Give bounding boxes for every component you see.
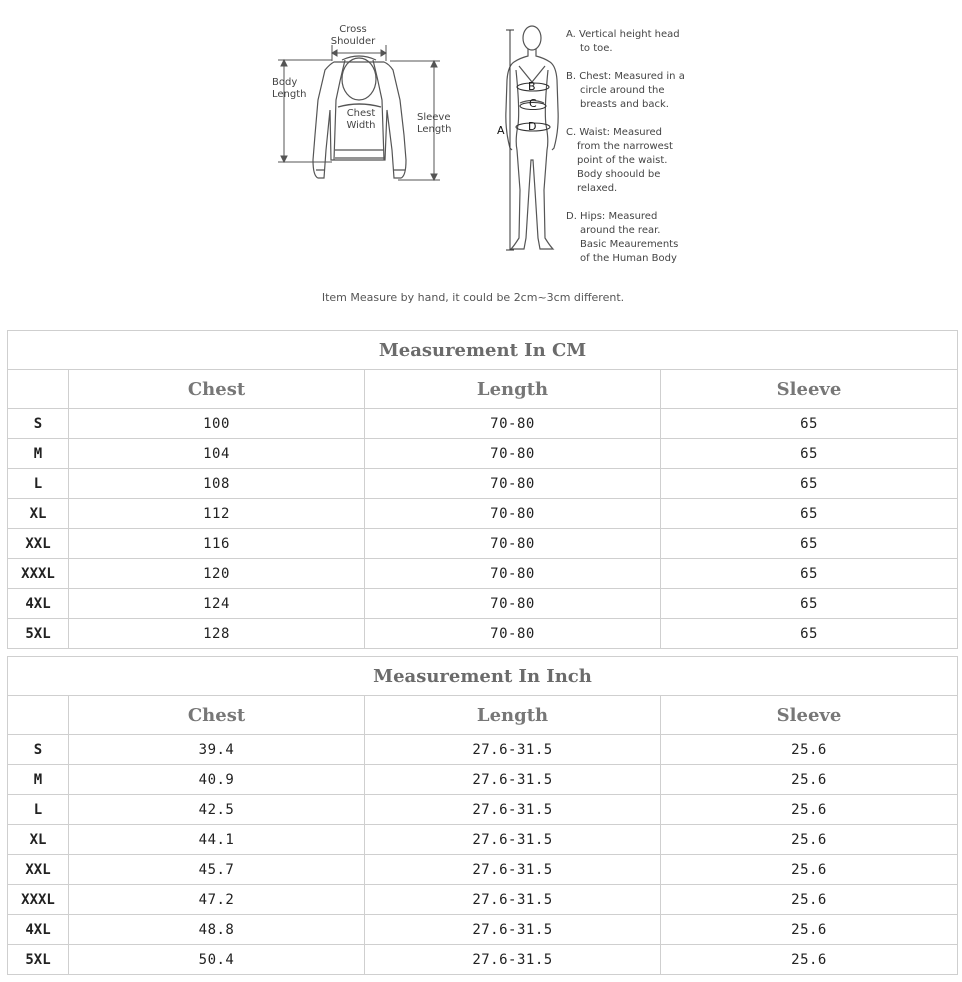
sleeve-cell: 65	[661, 469, 958, 499]
table-row	[8, 765, 958, 795]
sleeve-cell: 65	[661, 409, 958, 439]
chest-cell: 120	[69, 559, 365, 589]
header-size	[8, 370, 69, 409]
table-header-row	[8, 696, 958, 735]
size-cell: XXXL	[8, 885, 69, 915]
length-cell: 70-80	[365, 589, 661, 619]
table-row	[8, 795, 958, 825]
table-row	[8, 945, 958, 975]
header-size	[8, 696, 69, 735]
chest-cell: 128	[69, 619, 365, 649]
length-cell: 27.6-31.5	[365, 885, 661, 915]
chest-cell: 40.9	[69, 765, 365, 795]
table-row	[8, 589, 958, 619]
chest-cell: 45.7	[69, 855, 365, 885]
table-title-row	[8, 657, 958, 696]
size-cell: XXXL	[8, 559, 69, 589]
table-title: Measurement In CM	[8, 331, 958, 370]
table-row	[8, 855, 958, 885]
size-cell: 4XL	[8, 589, 69, 619]
sleeve-cell: 25.6	[661, 825, 958, 855]
header-sleeve: Sleeve	[661, 696, 958, 735]
size-cell: M	[8, 439, 69, 469]
chest-cell: 112	[69, 499, 365, 529]
length-cell: 27.6-31.5	[365, 945, 661, 975]
table-row	[8, 735, 958, 765]
length-cell: 27.6-31.5	[365, 825, 661, 855]
sleeve-cell: 65	[661, 499, 958, 529]
header-sleeve: Sleeve	[661, 370, 958, 409]
chest-cell: 100	[69, 409, 365, 439]
size-table-cm	[7, 330, 958, 649]
size-cell: XL	[8, 499, 69, 529]
size-cell: XL	[8, 825, 69, 855]
header-length: Length	[365, 696, 661, 735]
length-cell: 70-80	[365, 469, 661, 499]
chest-cell: 50.4	[69, 945, 365, 975]
sleeve-cell: 25.6	[661, 795, 958, 825]
size-cell: S	[8, 735, 69, 765]
size-cell: L	[8, 795, 69, 825]
length-cell: 70-80	[365, 409, 661, 439]
sleeve-cell: 25.6	[661, 885, 958, 915]
note-b: B. Chest: Measured in a circle around the breasts and back.	[566, 71, 685, 110]
length-cell: 70-80	[365, 529, 661, 559]
measurement-footnote: Item Measure by hand, it could be 2cm~3cm different.	[321, 291, 625, 304]
header-length: Length	[365, 370, 661, 409]
table-row	[8, 559, 958, 589]
chest-cell: 104	[69, 439, 365, 469]
size-cell: M	[8, 765, 69, 795]
table-row	[8, 619, 958, 649]
sleeve-cell: 65	[661, 559, 958, 589]
table-row	[8, 469, 958, 499]
table-title-row	[8, 331, 958, 370]
length-cell: 27.6-31.5	[365, 855, 661, 885]
sleeve-cell: 65	[661, 439, 958, 469]
length-cell: 70-80	[365, 499, 661, 529]
note-d: D. Hips: Measured around the rear. Basic Meaurements of the Human Body	[566, 211, 679, 264]
cross-shoulder-label: Cross Shoulder	[330, 24, 376, 47]
size-cell: 5XL	[8, 619, 69, 649]
table-row	[8, 409, 958, 439]
body-letter-c: C	[529, 97, 537, 110]
table-header-row	[8, 370, 958, 409]
length-cell: 70-80	[365, 619, 661, 649]
sleeve-cell: 25.6	[661, 735, 958, 765]
size-cell: 4XL	[8, 915, 69, 945]
sleeve-cell: 65	[661, 529, 958, 559]
length-cell: 70-80	[365, 559, 661, 589]
body-letter-a: A	[497, 124, 505, 137]
chest-cell: 108	[69, 469, 365, 499]
chest-cell: 48.8	[69, 915, 365, 945]
chest-cell: 116	[69, 529, 365, 559]
table-row	[8, 499, 958, 529]
size-table-inch	[7, 656, 958, 975]
sleeve-cell: 65	[661, 619, 958, 649]
human-body-illustration	[0, 0, 962, 290]
body-length-label: Body Length	[272, 77, 307, 100]
header-chest: Chest	[69, 370, 365, 409]
size-cell: XXL	[8, 529, 69, 559]
sleeve-cell: 65	[661, 589, 958, 619]
chest-width-label: Chest Width	[346, 108, 376, 131]
size-cell: S	[8, 409, 69, 439]
size-cell: XXL	[8, 855, 69, 885]
length-cell: 27.6-31.5	[365, 795, 661, 825]
table-row	[8, 885, 958, 915]
table-row	[8, 915, 958, 945]
table-row	[8, 529, 958, 559]
size-cell: L	[8, 469, 69, 499]
sleeve-cell: 25.6	[661, 915, 958, 945]
length-cell: 27.6-31.5	[365, 735, 661, 765]
header-chest: Chest	[69, 696, 365, 735]
body-letter-d: D	[528, 120, 537, 133]
table-row	[8, 439, 958, 469]
body-letter-b: B	[528, 80, 536, 93]
note-c: C. Waist: Measured from the narrowest point of the waist. Body shoould be relaxed.	[566, 127, 673, 194]
sleeve-length-label: Sleeve Length	[417, 112, 452, 135]
length-cell: 27.6-31.5	[365, 765, 661, 795]
chest-cell: 47.2	[69, 885, 365, 915]
table-row	[8, 825, 958, 855]
note-a: A. Vertical height head to toe.	[566, 29, 680, 54]
chest-cell: 39.4	[69, 735, 365, 765]
chest-cell: 42.5	[69, 795, 365, 825]
measurement-diagram	[0, 0, 962, 320]
table-title: Measurement In Inch	[8, 657, 958, 696]
sleeve-cell: 25.6	[661, 945, 958, 975]
sleeve-cell: 25.6	[661, 855, 958, 885]
size-cell: 5XL	[8, 945, 69, 975]
length-cell: 27.6-31.5	[365, 915, 661, 945]
chest-cell: 124	[69, 589, 365, 619]
length-cell: 70-80	[365, 439, 661, 469]
sleeve-cell: 25.6	[661, 765, 958, 795]
chest-cell: 44.1	[69, 825, 365, 855]
